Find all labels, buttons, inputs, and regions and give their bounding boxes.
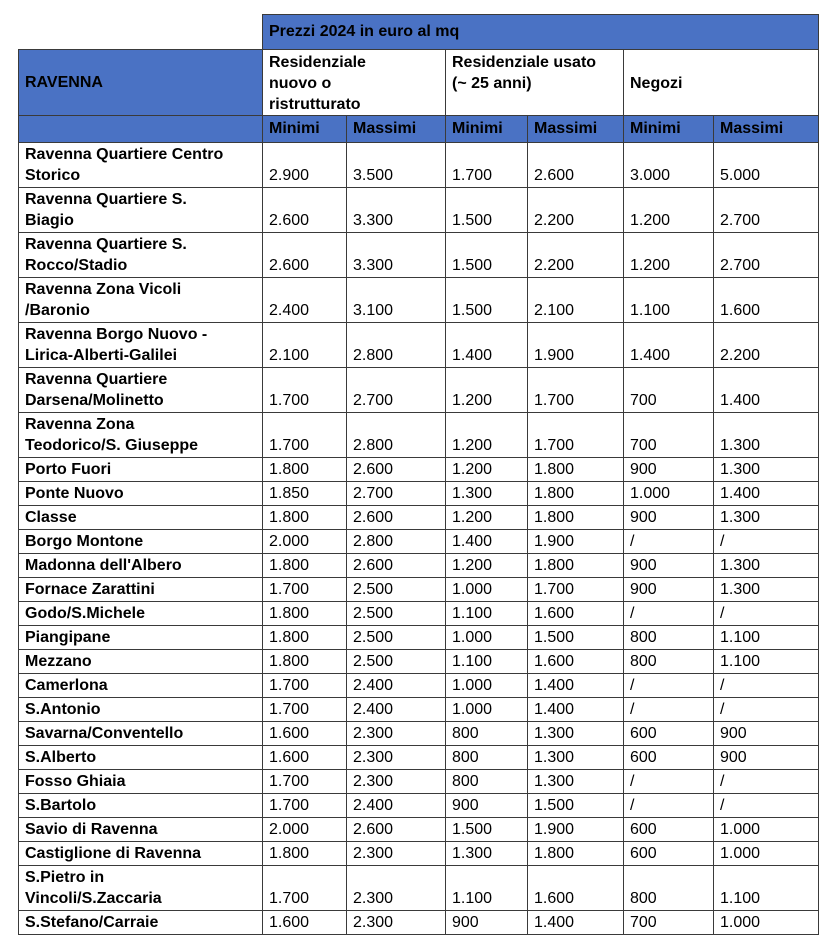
price-cell: 1.200 bbox=[446, 458, 528, 482]
price-cell: 2.600 bbox=[347, 818, 446, 842]
price-cell: / bbox=[624, 602, 714, 626]
table-row bbox=[19, 911, 819, 935]
price-cell: 2.800 bbox=[347, 530, 446, 554]
zone-name-line: Ravenna Borgo Nuovo - bbox=[25, 326, 208, 343]
price-cell: / bbox=[624, 794, 714, 818]
table-title: Prezzi 2024 in euro al mq bbox=[263, 15, 819, 50]
price-cell: 1.800 bbox=[528, 842, 624, 866]
price-cell: 1.300 bbox=[714, 578, 819, 602]
zone-name-cell bbox=[19, 530, 263, 554]
zone-name-line: Darsena/Molinetto bbox=[25, 392, 164, 409]
price-cell: 2.600 bbox=[347, 458, 446, 482]
price-cell: 1.000 bbox=[714, 818, 819, 842]
price-cell: 1.200 bbox=[446, 506, 528, 530]
price-cell: 1.100 bbox=[446, 866, 528, 911]
price-cell: 1.100 bbox=[446, 650, 528, 674]
zone-name-line: Ravenna Quartiere S. bbox=[25, 191, 187, 208]
price-cell: 3.300 bbox=[347, 233, 446, 278]
zone-name-line: Fornace Zarattini bbox=[25, 581, 155, 598]
zone-name-line: Savio di Ravenna bbox=[25, 821, 158, 838]
category-shops bbox=[624, 50, 819, 116]
price-cell: 1.000 bbox=[714, 911, 819, 935]
price-cell: 1.400 bbox=[714, 368, 819, 413]
price-cell: 600 bbox=[624, 746, 714, 770]
zone-name-cell bbox=[19, 722, 263, 746]
table-row bbox=[19, 794, 819, 818]
price-cell: 1.200 bbox=[446, 413, 528, 458]
sub-header-empty bbox=[19, 116, 263, 143]
price-cell: 1.600 bbox=[263, 722, 347, 746]
table-row bbox=[19, 650, 819, 674]
price-cell: 800 bbox=[624, 650, 714, 674]
price-cell: 1.800 bbox=[263, 626, 347, 650]
price-cell: 1.800 bbox=[263, 650, 347, 674]
price-cell: 2.400 bbox=[263, 278, 347, 323]
table-row bbox=[19, 458, 819, 482]
price-cell: 2.600 bbox=[528, 143, 624, 188]
zone-name-line: Storico bbox=[25, 167, 81, 184]
price-cell: 1.100 bbox=[446, 602, 528, 626]
price-cell: 2.200 bbox=[528, 188, 624, 233]
table-row bbox=[19, 626, 819, 650]
price-cell: 600 bbox=[624, 818, 714, 842]
corner-empty-cell bbox=[19, 15, 263, 50]
price-cell: 1.800 bbox=[263, 554, 347, 578]
price-cell: 800 bbox=[624, 626, 714, 650]
table-row bbox=[19, 698, 819, 722]
category-line: Residenziale usato bbox=[452, 54, 597, 71]
price-cell: 1.200 bbox=[446, 368, 528, 413]
zone-name-line: Piangipane bbox=[25, 629, 111, 646]
zone-name-cell bbox=[19, 413, 263, 458]
zone-name-line: Madonna dell'Albero bbox=[25, 557, 182, 574]
price-cell: 1.850 bbox=[263, 482, 347, 506]
price-cell: 1.700 bbox=[263, 794, 347, 818]
table-row bbox=[19, 233, 819, 278]
zone-name-line: Classe bbox=[25, 509, 77, 526]
zone-name-cell bbox=[19, 602, 263, 626]
price-cell: 1.400 bbox=[446, 323, 528, 368]
price-cell: 1.200 bbox=[446, 554, 528, 578]
price-cell: 900 bbox=[624, 506, 714, 530]
table-row bbox=[19, 866, 819, 911]
price-cell: 1.700 bbox=[528, 413, 624, 458]
table-row bbox=[19, 323, 819, 368]
price-cell: 1.200 bbox=[624, 188, 714, 233]
price-cell: 1.500 bbox=[528, 794, 624, 818]
price-cell: 2.700 bbox=[347, 368, 446, 413]
zone-name-line: S.Antonio bbox=[25, 701, 101, 718]
price-cell: 5.000 bbox=[714, 143, 819, 188]
zone-name-line: Teodorico/S. Giuseppe bbox=[25, 437, 199, 454]
zone-name-cell bbox=[19, 911, 263, 935]
price-cell: 1.000 bbox=[446, 674, 528, 698]
zone-name-line: Rocco/Stadio bbox=[25, 257, 128, 274]
sub-header-max: Massimi bbox=[714, 116, 819, 143]
price-cell: 2.300 bbox=[347, 746, 446, 770]
price-cell: 800 bbox=[446, 722, 528, 746]
sub-header-min: Minimi bbox=[263, 116, 347, 143]
price-cell: 900 bbox=[446, 911, 528, 935]
price-cell: 1.700 bbox=[263, 413, 347, 458]
price-cell: 1.800 bbox=[263, 458, 347, 482]
price-cell: 900 bbox=[714, 722, 819, 746]
zone-name-cell bbox=[19, 458, 263, 482]
price-cell: 1.900 bbox=[528, 530, 624, 554]
price-cell: 1.000 bbox=[446, 578, 528, 602]
price-cell: 1.800 bbox=[263, 602, 347, 626]
price-cell: 1.500 bbox=[528, 626, 624, 650]
price-cell: 800 bbox=[624, 866, 714, 911]
price-cell: 1.300 bbox=[714, 506, 819, 530]
category-line: ristrutturato bbox=[269, 96, 361, 113]
price-cell: 1.800 bbox=[528, 554, 624, 578]
price-cell: / bbox=[624, 674, 714, 698]
price-cell: 2.000 bbox=[263, 818, 347, 842]
price-cell: 700 bbox=[624, 911, 714, 935]
price-cell: 900 bbox=[624, 458, 714, 482]
table-row bbox=[19, 554, 819, 578]
price-cell: 2.300 bbox=[347, 911, 446, 935]
price-cell: 2.600 bbox=[263, 188, 347, 233]
price-cell: 3.000 bbox=[624, 143, 714, 188]
price-cell: / bbox=[714, 698, 819, 722]
price-cell: 1.300 bbox=[528, 770, 624, 794]
price-cell: 3.500 bbox=[347, 143, 446, 188]
price-cell: 2.700 bbox=[714, 233, 819, 278]
price-cell: / bbox=[714, 674, 819, 698]
price-cell: 3.100 bbox=[347, 278, 446, 323]
price-cell: 1.600 bbox=[528, 602, 624, 626]
price-cell: 2.300 bbox=[347, 770, 446, 794]
price-cell: 1.600 bbox=[263, 746, 347, 770]
price-cell: 800 bbox=[446, 770, 528, 794]
price-cell: 700 bbox=[624, 413, 714, 458]
price-cell: / bbox=[714, 602, 819, 626]
zone-name-cell bbox=[19, 482, 263, 506]
zone-name-line: Borgo Montone bbox=[25, 533, 144, 550]
price-cell: 1.700 bbox=[263, 698, 347, 722]
price-cell: 1.300 bbox=[446, 482, 528, 506]
zone-name-line: Godo/S.Michele bbox=[25, 605, 146, 622]
price-cell: 2.500 bbox=[347, 578, 446, 602]
price-cell: 2.200 bbox=[528, 233, 624, 278]
price-cell: 1.600 bbox=[714, 278, 819, 323]
zone-name-cell bbox=[19, 626, 263, 650]
zone-name-line: Biagio bbox=[25, 212, 74, 229]
price-cell: 2.500 bbox=[347, 626, 446, 650]
price-cell: 2.600 bbox=[347, 506, 446, 530]
zone-name-line: Ravenna Quartiere Centro bbox=[25, 146, 224, 163]
zone-name-line: Savarna/Conventello bbox=[25, 725, 184, 742]
table-row bbox=[19, 578, 819, 602]
zone-name-line: Lirica-Alberti-Galilei bbox=[25, 347, 178, 364]
zone-name-cell bbox=[19, 323, 263, 368]
table-row bbox=[19, 530, 819, 554]
price-cell: 2.800 bbox=[347, 413, 446, 458]
price-cell: / bbox=[624, 530, 714, 554]
zone-name-cell bbox=[19, 746, 263, 770]
price-cell: 2.400 bbox=[347, 698, 446, 722]
price-cell: 2.600 bbox=[347, 554, 446, 578]
price-cell: 1.900 bbox=[528, 818, 624, 842]
table-row bbox=[19, 368, 819, 413]
zone-name-line: Vincoli/S.Zaccaria bbox=[25, 890, 162, 907]
price-cell: 1.800 bbox=[528, 458, 624, 482]
price-cell: 1.400 bbox=[528, 698, 624, 722]
table-row bbox=[19, 818, 819, 842]
price-cell: 1.300 bbox=[528, 746, 624, 770]
city-header: RAVENNA bbox=[19, 50, 263, 116]
table-row bbox=[19, 188, 819, 233]
price-cell: 1.200 bbox=[624, 233, 714, 278]
sub-header-max: Massimi bbox=[347, 116, 446, 143]
price-cell: 1.400 bbox=[714, 482, 819, 506]
zone-name-cell bbox=[19, 233, 263, 278]
price-cell: 600 bbox=[624, 722, 714, 746]
price-cell: 1.800 bbox=[528, 482, 624, 506]
table-row bbox=[19, 722, 819, 746]
table-row bbox=[19, 602, 819, 626]
price-cell: 1.100 bbox=[714, 626, 819, 650]
table-row bbox=[19, 143, 819, 188]
table-row bbox=[19, 842, 819, 866]
zone-name-line: Camerlona bbox=[25, 677, 108, 694]
price-cell: 1.400 bbox=[528, 911, 624, 935]
price-cell: / bbox=[714, 794, 819, 818]
zone-name-cell bbox=[19, 554, 263, 578]
zone-name-line: Castiglione di Ravenna bbox=[25, 845, 202, 862]
price-cell: 1.600 bbox=[528, 866, 624, 911]
category-line: Residenziale bbox=[269, 54, 366, 71]
category-line: (~ 25 anni) bbox=[452, 75, 532, 92]
price-cell: 1.000 bbox=[714, 842, 819, 866]
sub-header-min: Minimi bbox=[624, 116, 714, 143]
zone-name-line: Ravenna Zona bbox=[25, 416, 135, 433]
price-cell: 2.700 bbox=[714, 188, 819, 233]
zone-name-line: S.Bartolo bbox=[25, 797, 97, 814]
price-cell: 1.500 bbox=[446, 818, 528, 842]
zone-name-cell bbox=[19, 368, 263, 413]
price-cell: 1.300 bbox=[528, 722, 624, 746]
price-cell: 1.700 bbox=[528, 578, 624, 602]
price-cell: 1.700 bbox=[263, 674, 347, 698]
zone-name-cell bbox=[19, 818, 263, 842]
price-cell: 900 bbox=[714, 746, 819, 770]
price-cell: 1.500 bbox=[446, 233, 528, 278]
sub-header-max: Massimi bbox=[528, 116, 624, 143]
price-cell: / bbox=[714, 530, 819, 554]
price-cell: 3.300 bbox=[347, 188, 446, 233]
price-cell: 1.700 bbox=[263, 770, 347, 794]
price-cell: 2.300 bbox=[347, 722, 446, 746]
price-cell: 1.300 bbox=[446, 842, 528, 866]
price-cell: / bbox=[624, 698, 714, 722]
price-cell: 1.700 bbox=[446, 143, 528, 188]
price-cell: 1.800 bbox=[528, 506, 624, 530]
price-cell: 2.300 bbox=[347, 842, 446, 866]
zone-name-cell bbox=[19, 674, 263, 698]
price-cell: 2.900 bbox=[263, 143, 347, 188]
price-cell: 1.900 bbox=[528, 323, 624, 368]
price-cell: 2.400 bbox=[347, 674, 446, 698]
price-cell: 2.100 bbox=[263, 323, 347, 368]
price-cell: 2.500 bbox=[347, 602, 446, 626]
zone-name-cell bbox=[19, 143, 263, 188]
category-line: Negozi bbox=[630, 75, 683, 92]
price-cell: 1.400 bbox=[528, 674, 624, 698]
price-cell: 2.600 bbox=[263, 233, 347, 278]
price-cell: 800 bbox=[446, 746, 528, 770]
price-cell: 1.500 bbox=[446, 188, 528, 233]
price-cell: 1.700 bbox=[263, 368, 347, 413]
table-row bbox=[19, 482, 819, 506]
price-cell: 1.000 bbox=[446, 626, 528, 650]
price-cell: 1.600 bbox=[263, 911, 347, 935]
zone-name-cell bbox=[19, 506, 263, 530]
table-row bbox=[19, 278, 819, 323]
price-cell: 1.400 bbox=[446, 530, 528, 554]
zone-name-line: Mezzano bbox=[25, 653, 92, 670]
price-cell: 2.000 bbox=[263, 530, 347, 554]
price-cell: 1.000 bbox=[624, 482, 714, 506]
zone-name-line: S.Stefano/Carraie bbox=[25, 914, 159, 931]
table-row bbox=[19, 413, 819, 458]
price-cell: 1.300 bbox=[714, 458, 819, 482]
zone-name-cell bbox=[19, 866, 263, 911]
price-cell: 1.500 bbox=[446, 278, 528, 323]
price-cell: / bbox=[624, 770, 714, 794]
price-cell: 900 bbox=[624, 578, 714, 602]
zone-name-line: Ravenna Quartiere bbox=[25, 371, 168, 388]
price-cell: 2.100 bbox=[528, 278, 624, 323]
price-cell: 1.700 bbox=[263, 866, 347, 911]
category-line: nuovo o bbox=[269, 75, 332, 92]
zone-name-line: /Baronio bbox=[25, 302, 90, 319]
sub-header-min: Minimi bbox=[446, 116, 528, 143]
price-cell: 1.300 bbox=[714, 413, 819, 458]
zone-name-cell bbox=[19, 794, 263, 818]
price-cell: 1.800 bbox=[263, 842, 347, 866]
zone-name-line: S.Alberto bbox=[25, 749, 97, 766]
zone-name-cell bbox=[19, 278, 263, 323]
table-row bbox=[19, 674, 819, 698]
zone-name-line: Ravenna Zona Vicoli bbox=[25, 281, 182, 298]
table-body bbox=[19, 143, 819, 935]
category-new bbox=[263, 50, 446, 116]
price-cell: 1.100 bbox=[714, 650, 819, 674]
price-cell: 1.600 bbox=[528, 650, 624, 674]
price-cell: 2.200 bbox=[714, 323, 819, 368]
zone-name-cell bbox=[19, 578, 263, 602]
price-cell: 1.100 bbox=[714, 866, 819, 911]
price-table bbox=[18, 14, 819, 935]
price-cell: 900 bbox=[624, 554, 714, 578]
category-used bbox=[446, 50, 624, 116]
zone-name-cell bbox=[19, 650, 263, 674]
zone-name-line: Porto Fuori bbox=[25, 461, 112, 478]
price-cell: 1.700 bbox=[528, 368, 624, 413]
price-cell: 2.300 bbox=[347, 866, 446, 911]
zone-name-line: S.Pietro in bbox=[25, 869, 105, 886]
price-cell: 900 bbox=[446, 794, 528, 818]
price-cell: 600 bbox=[624, 842, 714, 866]
table-row bbox=[19, 506, 819, 530]
price-cell: 1.800 bbox=[263, 506, 347, 530]
price-cell: / bbox=[714, 770, 819, 794]
price-cell: 700 bbox=[624, 368, 714, 413]
zone-name-line: Fosso Ghiaia bbox=[25, 773, 126, 790]
price-cell: 2.500 bbox=[347, 650, 446, 674]
zone-name-line: Ponte Nuovo bbox=[25, 485, 124, 502]
zone-name-cell bbox=[19, 188, 263, 233]
price-cell: 2.800 bbox=[347, 323, 446, 368]
zone-name-line: Ravenna Quartiere S. bbox=[25, 236, 187, 253]
table-row bbox=[19, 770, 819, 794]
zone-name-cell bbox=[19, 770, 263, 794]
table-row bbox=[19, 746, 819, 770]
zone-name-cell bbox=[19, 698, 263, 722]
zone-name-cell bbox=[19, 842, 263, 866]
price-cell: 2.400 bbox=[347, 794, 446, 818]
price-cell: 1.300 bbox=[714, 554, 819, 578]
price-cell: 1.000 bbox=[446, 698, 528, 722]
price-cell: 1.700 bbox=[263, 578, 347, 602]
price-cell: 1.100 bbox=[624, 278, 714, 323]
price-cell: 2.700 bbox=[347, 482, 446, 506]
price-cell: 1.400 bbox=[624, 323, 714, 368]
